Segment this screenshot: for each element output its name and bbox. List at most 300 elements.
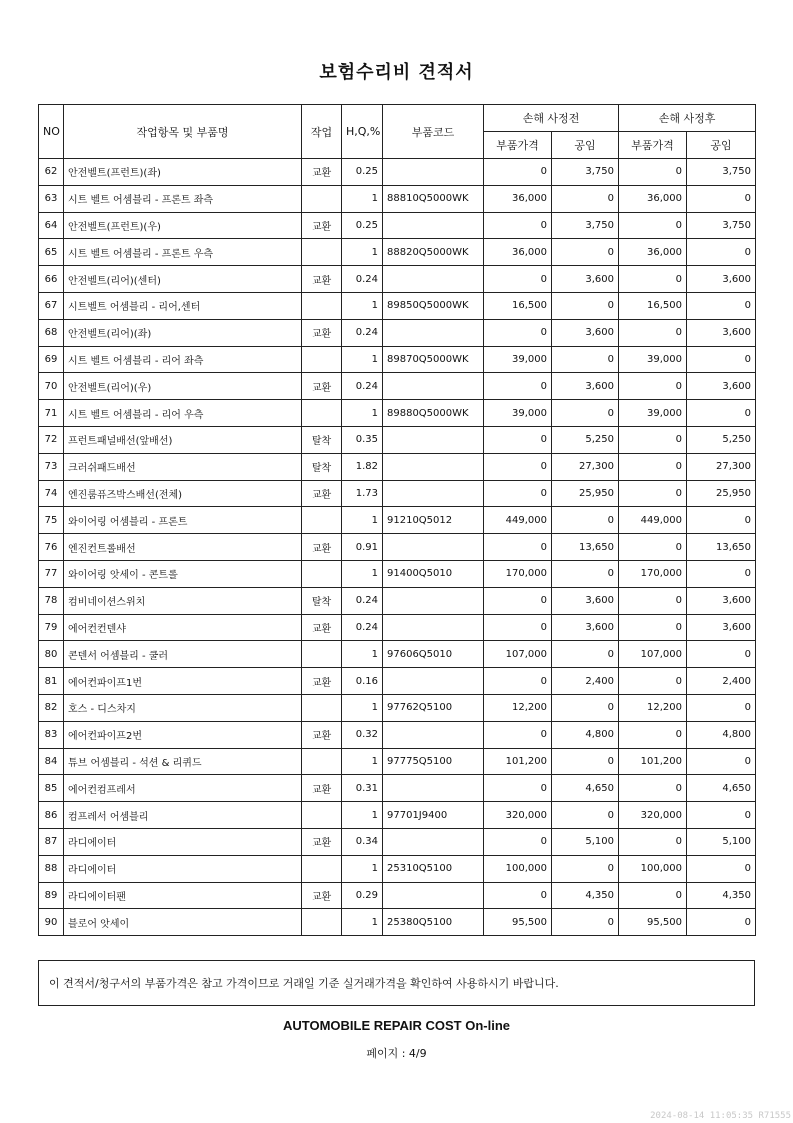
cell-hq: 1 xyxy=(342,346,383,373)
cell-after-part-price: 0 xyxy=(619,373,687,400)
table-row xyxy=(39,426,756,453)
document-title: 보험수리비 견적서 xyxy=(319,62,474,83)
price-notice-text: 이 견적서/청구서의 부품가격은 참고 가격이므로 거래일 기준 실거래가격을 확인하여 사용하시기 바랍니다. xyxy=(49,977,559,990)
cell-hq: 1 xyxy=(342,694,383,721)
table-row xyxy=(39,453,756,480)
estimate-rows xyxy=(39,159,756,936)
cell-before-part-price: 0 xyxy=(484,828,552,855)
cell-part-code xyxy=(383,453,484,480)
cell-work: 교환 xyxy=(302,882,342,909)
cell-work xyxy=(302,855,342,882)
header-before-adjustment: 손해 사정전 xyxy=(484,105,619,132)
cell-before-labor: 0 xyxy=(552,292,619,319)
cell-before-labor: 4,350 xyxy=(552,882,619,909)
cell-before-part-price: 36,000 xyxy=(484,239,552,266)
cell-hq: 0.24 xyxy=(342,373,383,400)
cell-before-part-price: 0 xyxy=(484,668,552,695)
cell-before-part-price: 39,000 xyxy=(484,346,552,373)
table-row xyxy=(39,748,756,775)
cell-after-labor: 13,650 xyxy=(687,534,756,561)
cell-hq: 1.82 xyxy=(342,453,383,480)
cell-before-labor: 0 xyxy=(552,400,619,427)
cell-hq: 0.24 xyxy=(342,614,383,641)
cell-part-code: 89880Q5000WK xyxy=(383,400,484,427)
cell-work xyxy=(302,802,342,829)
cell-no: 84 xyxy=(39,748,64,775)
cell-item-name: 에어컨컴프레서 xyxy=(64,775,302,802)
cell-work xyxy=(302,185,342,212)
cell-before-part-price: 0 xyxy=(484,775,552,802)
cell-after-labor: 3,600 xyxy=(687,587,756,614)
cell-before-part-price: 0 xyxy=(484,373,552,400)
cell-work: 교환 xyxy=(302,828,342,855)
cell-before-part-price: 0 xyxy=(484,426,552,453)
cell-part-code xyxy=(383,319,484,346)
cell-before-labor: 0 xyxy=(552,802,619,829)
cell-part-code xyxy=(383,828,484,855)
cell-before-labor: 0 xyxy=(552,239,619,266)
cell-no: 90 xyxy=(39,909,64,936)
cell-work: 탈착 xyxy=(302,587,342,614)
cell-after-labor: 3,600 xyxy=(687,373,756,400)
cell-after-labor: 3,600 xyxy=(687,614,756,641)
cell-work xyxy=(302,560,342,587)
cell-part-code: 97701J9400 xyxy=(383,802,484,829)
cell-before-labor: 3,600 xyxy=(552,614,619,641)
cell-after-part-price: 0 xyxy=(619,426,687,453)
cell-after-labor: 3,600 xyxy=(687,319,756,346)
cell-hq: 1 xyxy=(342,802,383,829)
table-row xyxy=(39,346,756,373)
cell-item-name: 엔진컨트롤배선 xyxy=(64,534,302,561)
cell-work: 교환 xyxy=(302,534,342,561)
cell-no: 80 xyxy=(39,641,64,668)
header-work: 작업 xyxy=(302,105,342,159)
cell-after-labor: 0 xyxy=(687,909,756,936)
cell-part-code: 88820Q5000WK xyxy=(383,239,484,266)
cell-before-part-price: 0 xyxy=(484,159,552,186)
cell-part-code xyxy=(383,668,484,695)
cell-work xyxy=(302,239,342,266)
cell-before-part-price: 0 xyxy=(484,319,552,346)
cell-after-labor: 0 xyxy=(687,694,756,721)
cell-before-labor: 0 xyxy=(552,641,619,668)
cell-before-part-price: 0 xyxy=(484,453,552,480)
cell-no: 72 xyxy=(39,426,64,453)
cell-part-code: 88810Q5000WK xyxy=(383,185,484,212)
cell-hq: 1 xyxy=(342,855,383,882)
table-row xyxy=(39,292,756,319)
cell-item-name: 라디에이터 xyxy=(64,828,302,855)
cell-before-labor: 0 xyxy=(552,909,619,936)
cell-before-part-price: 0 xyxy=(484,882,552,909)
cell-part-code xyxy=(383,614,484,641)
cell-hq: 1 xyxy=(342,292,383,319)
cell-before-labor: 5,250 xyxy=(552,426,619,453)
cell-no: 73 xyxy=(39,453,64,480)
cell-before-part-price: 12,200 xyxy=(484,694,552,721)
page-number: 페이지 : 4/9 xyxy=(366,1047,427,1060)
price-notice xyxy=(38,960,755,1006)
cell-work: 교환 xyxy=(302,373,342,400)
cell-before-part-price: 101,200 xyxy=(484,748,552,775)
cell-item-name: 라디에이터팬 xyxy=(64,882,302,909)
cell-part-code: 25380Q5100 xyxy=(383,909,484,936)
cell-hq: 1 xyxy=(342,641,383,668)
cell-after-part-price: 0 xyxy=(619,534,687,561)
cell-hq: 0.24 xyxy=(342,266,383,293)
cell-after-labor: 0 xyxy=(687,400,756,427)
cell-hq: 0.16 xyxy=(342,668,383,695)
table-row xyxy=(39,507,756,534)
cell-after-part-price: 36,000 xyxy=(619,239,687,266)
table-row xyxy=(39,373,756,400)
cell-hq: 0.24 xyxy=(342,319,383,346)
table-row xyxy=(39,775,756,802)
cell-after-part-price: 39,000 xyxy=(619,346,687,373)
cell-work: 탈착 xyxy=(302,453,342,480)
cell-item-name: 컴비네이션스위치 xyxy=(64,587,302,614)
cell-after-part-price: 16,500 xyxy=(619,292,687,319)
cell-after-labor: 4,350 xyxy=(687,882,756,909)
cell-after-part-price: 39,000 xyxy=(619,400,687,427)
table-row xyxy=(39,828,756,855)
cell-after-part-price: 95,500 xyxy=(619,909,687,936)
table-row xyxy=(39,855,756,882)
cell-part-code: 97606Q5010 xyxy=(383,641,484,668)
cell-after-labor: 5,100 xyxy=(687,828,756,855)
cell-no: 64 xyxy=(39,212,64,239)
cell-item-name: 와이어링 앗세이 - 콘트롤 xyxy=(64,560,302,587)
cell-hq: 0.35 xyxy=(342,426,383,453)
cell-after-labor: 0 xyxy=(687,292,756,319)
cell-before-labor: 0 xyxy=(552,185,619,212)
cell-item-name: 호스 - 디스차지 xyxy=(64,694,302,721)
cell-item-name: 에어컨컨덴샤 xyxy=(64,614,302,641)
cell-before-part-price: 36,000 xyxy=(484,185,552,212)
cell-hq: 0.31 xyxy=(342,775,383,802)
cell-no: 69 xyxy=(39,346,64,373)
header-after-adjustment: 손해 사정후 xyxy=(619,105,756,132)
table-row xyxy=(39,614,756,641)
cell-hq: 0.24 xyxy=(342,587,383,614)
cell-before-part-price: 100,000 xyxy=(484,855,552,882)
cell-item-name: 블로어 앗세이 xyxy=(64,909,302,936)
cell-hq: 1 xyxy=(342,748,383,775)
cell-work: 교환 xyxy=(302,266,342,293)
cell-work xyxy=(302,748,342,775)
cell-item-name: 시트 벨트 어셈블리 - 프론트 우측 xyxy=(64,239,302,266)
cell-work xyxy=(302,507,342,534)
header-after-labor: 공임 xyxy=(687,132,756,159)
cell-before-part-price: 0 xyxy=(484,614,552,641)
header-hq: H,Q,% xyxy=(342,105,383,159)
cell-item-name: 튜브 어셈블리 - 석션 & 리퀴드 xyxy=(64,748,302,775)
cell-before-part-price: 0 xyxy=(484,721,552,748)
cell-hq: 0.34 xyxy=(342,828,383,855)
cell-no: 62 xyxy=(39,159,64,186)
cell-work: 탈착 xyxy=(302,426,342,453)
cell-item-name: 시트벨트 어셈블리 - 리어,센터 xyxy=(64,292,302,319)
cell-work xyxy=(302,292,342,319)
cell-hq: 0.91 xyxy=(342,534,383,561)
cell-after-labor: 27,300 xyxy=(687,453,756,480)
cell-before-part-price: 39,000 xyxy=(484,400,552,427)
header-no: NO xyxy=(39,105,64,159)
cell-after-labor: 0 xyxy=(687,239,756,266)
cell-before-labor: 2,400 xyxy=(552,668,619,695)
table-row xyxy=(39,212,756,239)
header-item: 작업항목 및 부품명 xyxy=(64,105,302,159)
cell-item-name: 엔진룸퓨즈박스배선(전체) xyxy=(64,480,302,507)
cell-before-part-price: 320,000 xyxy=(484,802,552,829)
estimate-table xyxy=(38,104,756,936)
cell-before-labor: 3,600 xyxy=(552,587,619,614)
table-row xyxy=(39,266,756,293)
cell-part-code xyxy=(383,721,484,748)
cell-after-labor: 0 xyxy=(687,185,756,212)
cell-after-part-price: 0 xyxy=(619,828,687,855)
cell-hq: 1 xyxy=(342,400,383,427)
cell-no: 71 xyxy=(39,400,64,427)
cell-before-part-price: 449,000 xyxy=(484,507,552,534)
cell-item-name: 시트 벨트 어셈블리 - 리어 좌측 xyxy=(64,346,302,373)
cell-no: 88 xyxy=(39,855,64,882)
table-row xyxy=(39,668,756,695)
cell-item-name: 콘덴서 어셈블리 - 쿨러 xyxy=(64,641,302,668)
cell-before-part-price: 0 xyxy=(484,212,552,239)
table-row xyxy=(39,882,756,909)
cell-after-labor: 0 xyxy=(687,507,756,534)
cell-before-labor: 0 xyxy=(552,748,619,775)
cell-no: 89 xyxy=(39,882,64,909)
cell-part-code xyxy=(383,587,484,614)
cell-after-part-price: 0 xyxy=(619,668,687,695)
cell-work: 교환 xyxy=(302,159,342,186)
cell-after-part-price: 0 xyxy=(619,882,687,909)
cell-after-part-price: 0 xyxy=(619,319,687,346)
cell-before-labor: 0 xyxy=(552,346,619,373)
cell-no: 77 xyxy=(39,560,64,587)
cell-no: 87 xyxy=(39,828,64,855)
cell-item-name: 시트 벨트 어셈블리 - 프론트 좌측 xyxy=(64,185,302,212)
cell-after-part-price: 0 xyxy=(619,587,687,614)
table-row xyxy=(39,560,756,587)
cell-part-code: 89850Q5000WK xyxy=(383,292,484,319)
cell-after-labor: 3,750 xyxy=(687,159,756,186)
cell-after-part-price: 12,200 xyxy=(619,694,687,721)
cell-no: 68 xyxy=(39,319,64,346)
cell-item-name: 시트 벨트 어셈블리 - 리어 우측 xyxy=(64,400,302,427)
cell-no: 65 xyxy=(39,239,64,266)
cell-item-name: 안전벨트(프런트)(우) xyxy=(64,212,302,239)
cell-after-part-price: 0 xyxy=(619,159,687,186)
cell-after-part-price: 449,000 xyxy=(619,507,687,534)
cell-before-part-price: 0 xyxy=(484,534,552,561)
cell-no: 85 xyxy=(39,775,64,802)
cell-work xyxy=(302,346,342,373)
table-row xyxy=(39,400,756,427)
cell-after-part-price: 0 xyxy=(619,721,687,748)
cell-after-labor: 2,400 xyxy=(687,668,756,695)
cell-part-code: 89870Q5000WK xyxy=(383,346,484,373)
header-before-part-price: 부품가격 xyxy=(484,132,552,159)
cell-before-part-price: 0 xyxy=(484,480,552,507)
cell-before-part-price: 16,500 xyxy=(484,292,552,319)
cell-no: 78 xyxy=(39,587,64,614)
cell-work xyxy=(302,400,342,427)
table-row xyxy=(39,721,756,748)
cell-no: 63 xyxy=(39,185,64,212)
cell-part-code xyxy=(383,534,484,561)
cell-item-name: 컴프레서 어셈블리 xyxy=(64,802,302,829)
cell-work xyxy=(302,641,342,668)
table-row xyxy=(39,534,756,561)
table-row xyxy=(39,185,756,212)
cell-after-part-price: 101,200 xyxy=(619,748,687,775)
cell-after-part-price: 107,000 xyxy=(619,641,687,668)
cell-after-labor: 0 xyxy=(687,641,756,668)
cell-work: 교환 xyxy=(302,721,342,748)
cell-part-code: 91210Q5012 xyxy=(383,507,484,534)
cell-before-labor: 0 xyxy=(552,507,619,534)
cell-work: 교환 xyxy=(302,480,342,507)
cell-after-labor: 0 xyxy=(687,855,756,882)
cell-item-name: 안전벨트(리어)(센터) xyxy=(64,266,302,293)
cell-item-name: 라디에이터 xyxy=(64,855,302,882)
cell-item-name: 에어컨파이프2번 xyxy=(64,721,302,748)
cell-before-labor: 5,100 xyxy=(552,828,619,855)
table-row xyxy=(39,587,756,614)
cell-after-part-price: 170,000 xyxy=(619,560,687,587)
cell-before-part-price: 170,000 xyxy=(484,560,552,587)
cell-after-part-price: 0 xyxy=(619,266,687,293)
cell-work xyxy=(302,694,342,721)
cell-before-labor: 13,650 xyxy=(552,534,619,561)
cell-after-labor: 3,750 xyxy=(687,212,756,239)
cell-part-code xyxy=(383,266,484,293)
cell-hq: 1 xyxy=(342,507,383,534)
cell-before-labor: 3,600 xyxy=(552,319,619,346)
cell-before-part-price: 107,000 xyxy=(484,641,552,668)
table-row xyxy=(39,319,756,346)
cell-before-labor: 27,300 xyxy=(552,453,619,480)
cell-part-code xyxy=(383,775,484,802)
cell-after-part-price: 0 xyxy=(619,614,687,641)
cell-before-part-price: 95,500 xyxy=(484,909,552,936)
cell-hq: 1 xyxy=(342,909,383,936)
cell-before-labor: 3,600 xyxy=(552,373,619,400)
cell-part-code xyxy=(383,882,484,909)
header-before-labor: 공임 xyxy=(552,132,619,159)
cell-item-name: 안전벨트(리어)(좌) xyxy=(64,319,302,346)
cell-part-code xyxy=(383,480,484,507)
cell-work xyxy=(302,909,342,936)
cell-item-name: 안전벨트(프런트)(좌) xyxy=(64,159,302,186)
table-row xyxy=(39,480,756,507)
cell-work: 교환 xyxy=(302,212,342,239)
cell-after-labor: 0 xyxy=(687,346,756,373)
table-row xyxy=(39,159,756,186)
cell-no: 67 xyxy=(39,292,64,319)
cell-after-labor: 4,800 xyxy=(687,721,756,748)
cell-item-name: 와이어링 어셈블리 - 프론트 xyxy=(64,507,302,534)
cell-before-labor: 3,600 xyxy=(552,266,619,293)
footer-title: AUTOMOBILE REPAIR COST On-line xyxy=(282,1018,511,1033)
cell-part-code xyxy=(383,212,484,239)
cell-no: 86 xyxy=(39,802,64,829)
cell-after-labor: 25,950 xyxy=(687,480,756,507)
cell-part-code: 97762Q5100 xyxy=(383,694,484,721)
cell-after-part-price: 0 xyxy=(619,453,687,480)
cell-part-code xyxy=(383,373,484,400)
cell-before-part-price: 0 xyxy=(484,587,552,614)
cell-after-part-price: 36,000 xyxy=(619,185,687,212)
cell-hq: 0.25 xyxy=(342,212,383,239)
cell-no: 79 xyxy=(39,614,64,641)
cell-before-part-price: 0 xyxy=(484,266,552,293)
cell-work: 교환 xyxy=(302,775,342,802)
cell-item-name: 에어컨파이프1번 xyxy=(64,668,302,695)
cell-after-labor: 0 xyxy=(687,802,756,829)
cell-no: 75 xyxy=(39,507,64,534)
cell-item-name: 크러쉬패드배선 xyxy=(64,453,302,480)
cell-no: 66 xyxy=(39,266,64,293)
cell-before-labor: 0 xyxy=(552,694,619,721)
cell-hq: 1.73 xyxy=(342,480,383,507)
cell-after-part-price: 0 xyxy=(619,480,687,507)
cell-no: 74 xyxy=(39,480,64,507)
cell-hq: 1 xyxy=(342,560,383,587)
cell-part-code: 25310Q5100 xyxy=(383,855,484,882)
cell-before-labor: 4,650 xyxy=(552,775,619,802)
cell-hq: 1 xyxy=(342,185,383,212)
cell-part-code xyxy=(383,159,484,186)
cell-part-code: 97775Q5100 xyxy=(383,748,484,775)
cell-after-labor: 3,600 xyxy=(687,266,756,293)
cell-no: 70 xyxy=(39,373,64,400)
table-row xyxy=(39,802,756,829)
cell-before-labor: 3,750 xyxy=(552,212,619,239)
table-row xyxy=(39,239,756,266)
cell-hq: 0.25 xyxy=(342,159,383,186)
header-part-code: 부품코드 xyxy=(383,105,484,159)
cell-item-name: 프런트패널배선(앞배선) xyxy=(64,426,302,453)
cell-hq: 1 xyxy=(342,239,383,266)
table-row xyxy=(39,641,756,668)
cell-after-part-price: 0 xyxy=(619,775,687,802)
table-row xyxy=(39,909,756,936)
cell-part-code: 91400Q5010 xyxy=(383,560,484,587)
cell-before-labor: 25,950 xyxy=(552,480,619,507)
cell-before-labor: 0 xyxy=(552,560,619,587)
cell-after-labor: 5,250 xyxy=(687,426,756,453)
cell-no: 82 xyxy=(39,694,64,721)
cell-after-part-price: 320,000 xyxy=(619,802,687,829)
header-after-part-price: 부품가격 xyxy=(619,132,687,159)
cell-before-labor: 3,750 xyxy=(552,159,619,186)
cell-after-labor: 4,650 xyxy=(687,775,756,802)
cell-hq: 0.32 xyxy=(342,721,383,748)
cell-item-name: 안전벨트(리어)(우) xyxy=(64,373,302,400)
cell-before-labor: 4,800 xyxy=(552,721,619,748)
cell-hq: 0.29 xyxy=(342,882,383,909)
cell-no: 81 xyxy=(39,668,64,695)
table-row xyxy=(39,694,756,721)
cell-no: 83 xyxy=(39,721,64,748)
cell-after-labor: 0 xyxy=(687,748,756,775)
cell-work: 교환 xyxy=(302,614,342,641)
